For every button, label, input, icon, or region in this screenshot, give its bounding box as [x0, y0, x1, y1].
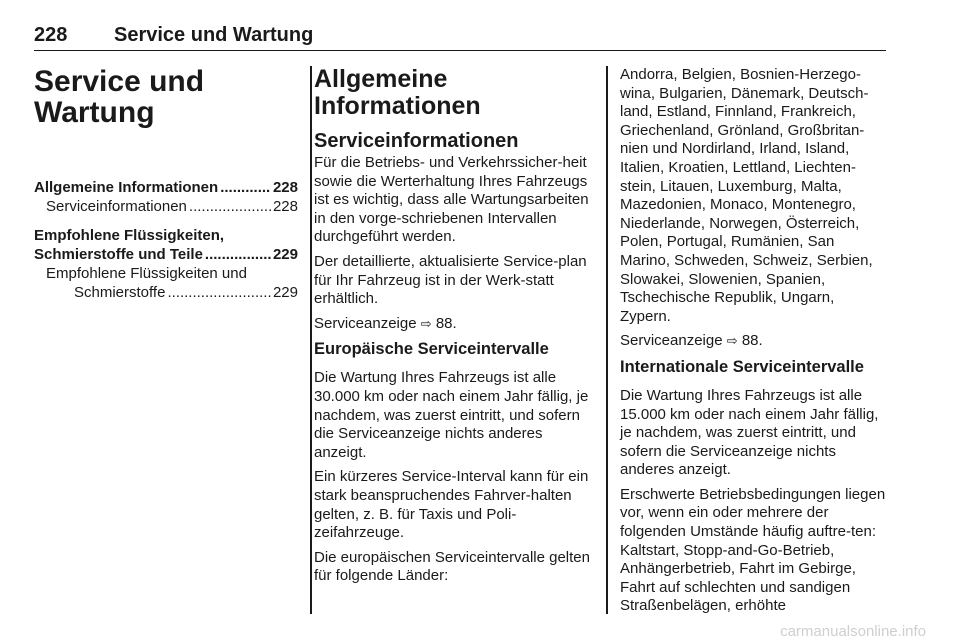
paragraph: Für die Betriebs- und Verkehrssicher-heit sowie die Werterhaltung Ihres Fahrzeugs ist es wichtig, dass alle Wartungsarbeiten in den vorge-schriebenen Intervallen durchgeführt werden. — [314, 154, 589, 246]
running-title: Service und Wartung — [114, 24, 314, 46]
service-reference[interactable]: Serviceanzeige ⇨ 88. — [314, 314, 457, 332]
toc-entry-allgemeine-informationen[interactable]: Allgemeine Informationen ..... 228 — [34, 178, 298, 197]
european-intervals-heading: Europäische Serviceintervalle — [314, 340, 549, 359]
paragraph: Ein kürzeres Service-Interval kann für ein stark beanspruchendes Fahrver-halten gelten, z. B. für Taxis und Poli-zeifahrzeuge. — [314, 468, 589, 542]
toc-entry-empfohlene-fluessigkeiten-und-schmierstoffe[interactable]: Empfohlene Flüssigkeiten und Schmierstoffe ..... 229 — [34, 264, 298, 302]
paragraph: Die europäischen Serviceintervalle gelten für folgende Länder: — [314, 548, 590, 585]
section-title: Allgemeine Informationen — [314, 65, 481, 120]
chapter-title: Service und Wartung — [34, 65, 205, 129]
country-list: Andorra, Belgien, Bosnien-Herzego-wina, Bulgarien, Dänemark, Deutsch-land, Estland, Finnland, Frankreich, Griechenland, Grönland, Großbritan-nien und Nordirland, Irland, Island, Italien, Kroatien, Lettland, Liechten-stein, Litauen, Luxemburg, Malta, Mazedonien, Monaco, Montenegro, Niederlande, Norwegen, Österreich, Polen, Portugal, Rumänien, San Marino, Schweden, Schweiz, Serbien, Slowakei, Slowenien, Spanien, Tschechische Republik, Ungarn, Zypern. — [620, 66, 873, 325]
paragraph: Erschwerte Betriebsbedingungen liegen vor, wenn ein oder mehrere der folgenden Umstände häufig auftre-ten: Kaltstart, Stopp-and-Go-Betrieb, Anhängerbetrieb, Fahrt im Gebirge, Fahrt auf schlechten und sandigen Straßenbelägen, erhöhte — [620, 485, 886, 615]
content-column-3 — [620, 66, 888, 622]
page-reference-arrow-icon: ⇨ — [726, 333, 738, 349]
paragraph: Die Wartung Ihres Fahrzeugs ist alle 30.000 km oder nach einem Jahr fällig, je nachdem, was zuerst eintritt, und sofern die Serviceanzeige nichts anderes anzeigt. — [314, 369, 589, 461]
international-intervals-heading: Internationale Serviceintervalle — [620, 357, 864, 376]
toc-entry-serviceinformationen[interactable]: Serviceinformationen ..... 228 — [34, 197, 298, 216]
paragraph: Die Wartung Ihres Fahrzeugs ist alle 15.000 km oder nach einem Jahr fällig, je nachdem, was zuerst eintritt, und sofern die Serviceanzeige nichts anderes anzeigt. — [620, 386, 879, 479]
page-header — [34, 22, 886, 51]
subsection-title: Serviceinformationen — [314, 130, 519, 152]
paragraph: Der detaillierte, aktualisierte Service-plan für Ihr Fahrzeug ist in der Werk-statt erhältlich. — [314, 252, 587, 308]
column-divider-1 — [310, 66, 312, 614]
page-number: 228 — [34, 24, 68, 46]
content-column-2 — [314, 66, 590, 592]
column-divider-2 — [606, 66, 608, 614]
watermark: carmanualsonline.info — [780, 623, 926, 640]
service-reference[interactable]: Serviceanzeige ⇨ 88. — [620, 332, 763, 350]
page-reference-arrow-icon: ⇨ — [420, 315, 432, 331]
toc-column — [34, 66, 298, 308]
toc-entry-empfohlene-fluessigkeiten[interactable]: Empfohlene Flüssigkeiten, Schmierstoffe und Teile ..... 229 — [34, 226, 298, 264]
